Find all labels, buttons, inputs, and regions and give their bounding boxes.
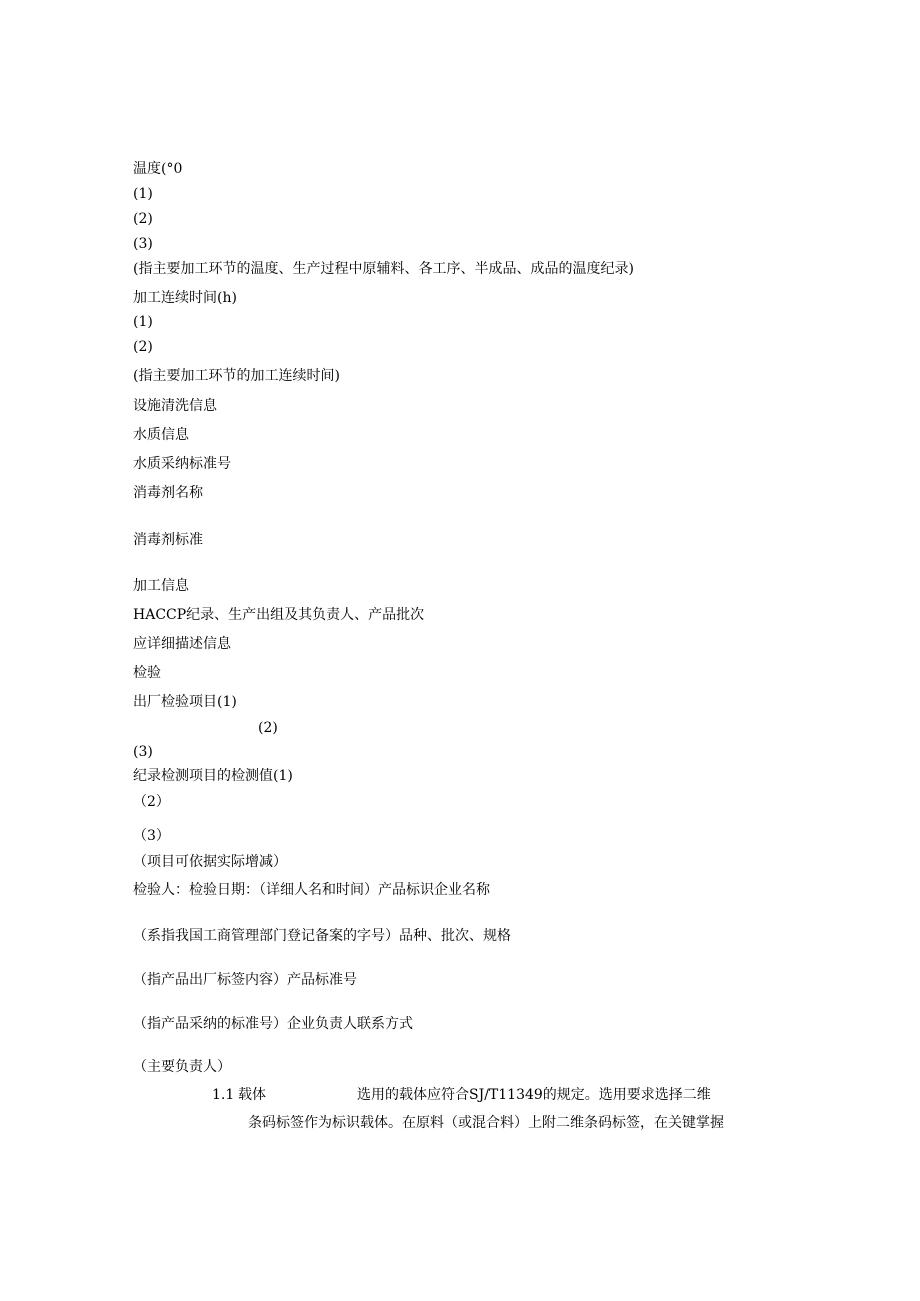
section-term: 载体 xyxy=(238,1087,266,1103)
line-processing-info: 加工信息 xyxy=(133,578,189,594)
line-items-note: （项目可依据实际增减） xyxy=(133,854,287,870)
line-item-3: （3） xyxy=(133,828,170,844)
line-inspector: 检验人：检验日期：（详细人名和时间）产品标识企业名称 xyxy=(133,882,490,898)
line-inspection: 检验 xyxy=(133,665,161,681)
line-factory-inspection: 出厂检验项目(1) xyxy=(133,694,237,710)
line-test-values: 纪录检测项目的检测值(1) xyxy=(133,768,293,784)
line-item-2: (2) xyxy=(133,211,153,227)
section-number: 1.1 xyxy=(212,1087,235,1103)
line-temperature: 温度(°0 xyxy=(133,161,183,177)
line-disinfectant-name: 消毒剂名称 xyxy=(133,485,203,501)
line-company-registration: （系指我国工商管理部门登记备案的字号）品种、批次、规格 xyxy=(133,928,511,944)
line-main-responsible: （主要负责人） xyxy=(133,1059,231,1075)
section-text-line-1: 选用的载体应符合SJ/T11349的规定。选用要求选择二维 xyxy=(357,1087,711,1103)
line-temperature-note: (指主要加工环节的温度、生产过程中原辅料、各工序、半成品、成品的温度纪录) xyxy=(133,261,634,277)
line-item-3: (3) xyxy=(133,236,153,252)
line-item-1: (1) xyxy=(133,186,153,202)
line-duration-note: (指主要加工环节的加工连续时间) xyxy=(133,368,340,384)
line-water-standard: 水质采纳标准号 xyxy=(133,456,231,472)
line-item-2: (2) xyxy=(133,339,153,355)
line-water-quality: 水质信息 xyxy=(133,427,189,443)
line-product-standard: （指产品采纳的标准号）企业负责人联系方式 xyxy=(133,1016,413,1032)
line-label-content: （指产品出厂标签内容）产品标准号 xyxy=(133,972,357,988)
line-item-2: （2） xyxy=(133,794,170,810)
line-item-3: (3) xyxy=(133,744,153,760)
line-processing-duration: 加工连续时间(h) xyxy=(133,290,237,306)
line-detailed-info: 应详细描述信息 xyxy=(133,636,231,652)
line-item-1: (1) xyxy=(133,314,153,330)
line-item-2: (2) xyxy=(258,720,278,736)
line-haccp-record: HACCP纪录、生产出组及其负责人、产品批次 xyxy=(133,607,425,623)
section-text-line-2: 条码标签作为标识载体。在原料（或混合料）上附二维条码标签，在关键掌握 xyxy=(248,1115,724,1131)
line-disinfectant-standard: 消毒剂标准 xyxy=(133,532,203,548)
line-facility-cleaning: 设施清洗信息 xyxy=(133,398,217,414)
